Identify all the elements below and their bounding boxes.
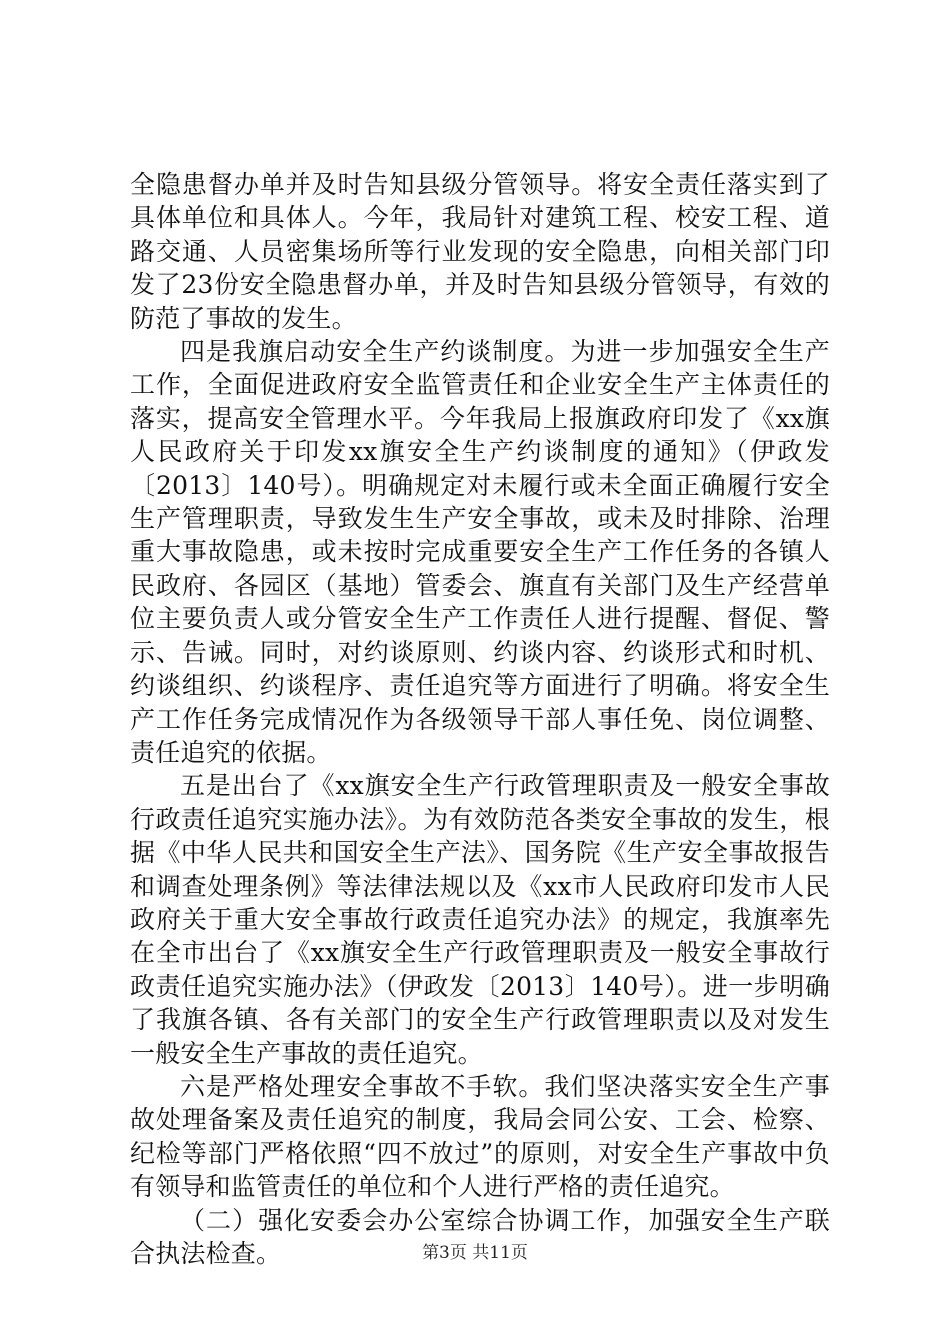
paragraph-item-5-accountability-measures: 五是出台了《xx旗安全生产行政管理职责及一般安全事故行政责任追究实施办法》。为有效防范各类安全事故的发生，根据《中华人民共和国安全生产法》、国务院《生产安全事故报告和调查处理条例》等法律法规以及《xx市人民政府印发市人民政府关于重大安全事故行政责任追究办法》的规定，我旗率先在全市出台了《xx旗安全生产行政管理职责及一般安全事故行政责任追究实施办法》（伊政发〔2013〕140号）。进一步明确了我旗各镇、各有关部门的安全生产行政管理职责以及对发生一般安全生产事故的责任追究。 (130, 771, 830, 1068)
section-heading-2: （二）强化安委会办公室综合协调工作，加强安全生产联合执法检查。 (130, 1205, 830, 1268)
paragraph-item-4-interview-system: 四是我旗启动安全生产约谈制度。为进一步加强安全生产工作，全面促进政府安全监管责任和企业安全生产主体责任的落实，提高安全管理水平。今年我局上报旗政府印发了《xx旗人民政府关于印发xx旗安全生产约谈制度的通知》（伊政发〔2013〕140号）。明确规定对未履行或未全面正确履行安全生产管理职责，导致发生生产安全事故，或未及时排除、治理重大事故隐患，或未按时完成重要安全生产工作任务的各镇人民政府、各园区（基地）管委会、旗直有关部门及生产经营单位主要负责人或分管安全生产工作责任人进行提醒、督促、警示、告诫。同时，对约谈原则、约谈内容、约谈形式和时机、约谈组织、约谈程序、责任追究等方面进行了明确。将安全生产工作任务完成情况作为各级领导干部人事任免、岗位调整、责任追究的依据。 (130, 337, 830, 767)
paragraph-continuation: 全隐患督办单并及时告知县级分管领导。将安全责任落实到了具体单位和具体人。今年，我局针对建筑工程、校安工程、道路交通、人员密集场所等行业发现的安全隐患，向相关部门印发了23份安全隐患督办单，并及时告知县级分管领导，有效的防范了事故的发生。 (130, 170, 830, 333)
paragraph-item-6-accident-handling: 六是严格处理安全事故不手软。我们坚决落实安全生产事故处理备案及责任追究的制度，我局会同公安、工会、检察、纪检等部门严格依照“四不放过”的原则，对安全生产事故中负有领导和监管责任的单位和个人进行严格的责任追究。 (130, 1071, 830, 1202)
page-number-footer: 第3页 共11页 (422, 1243, 528, 1263)
document-body (130, 168, 830, 1270)
